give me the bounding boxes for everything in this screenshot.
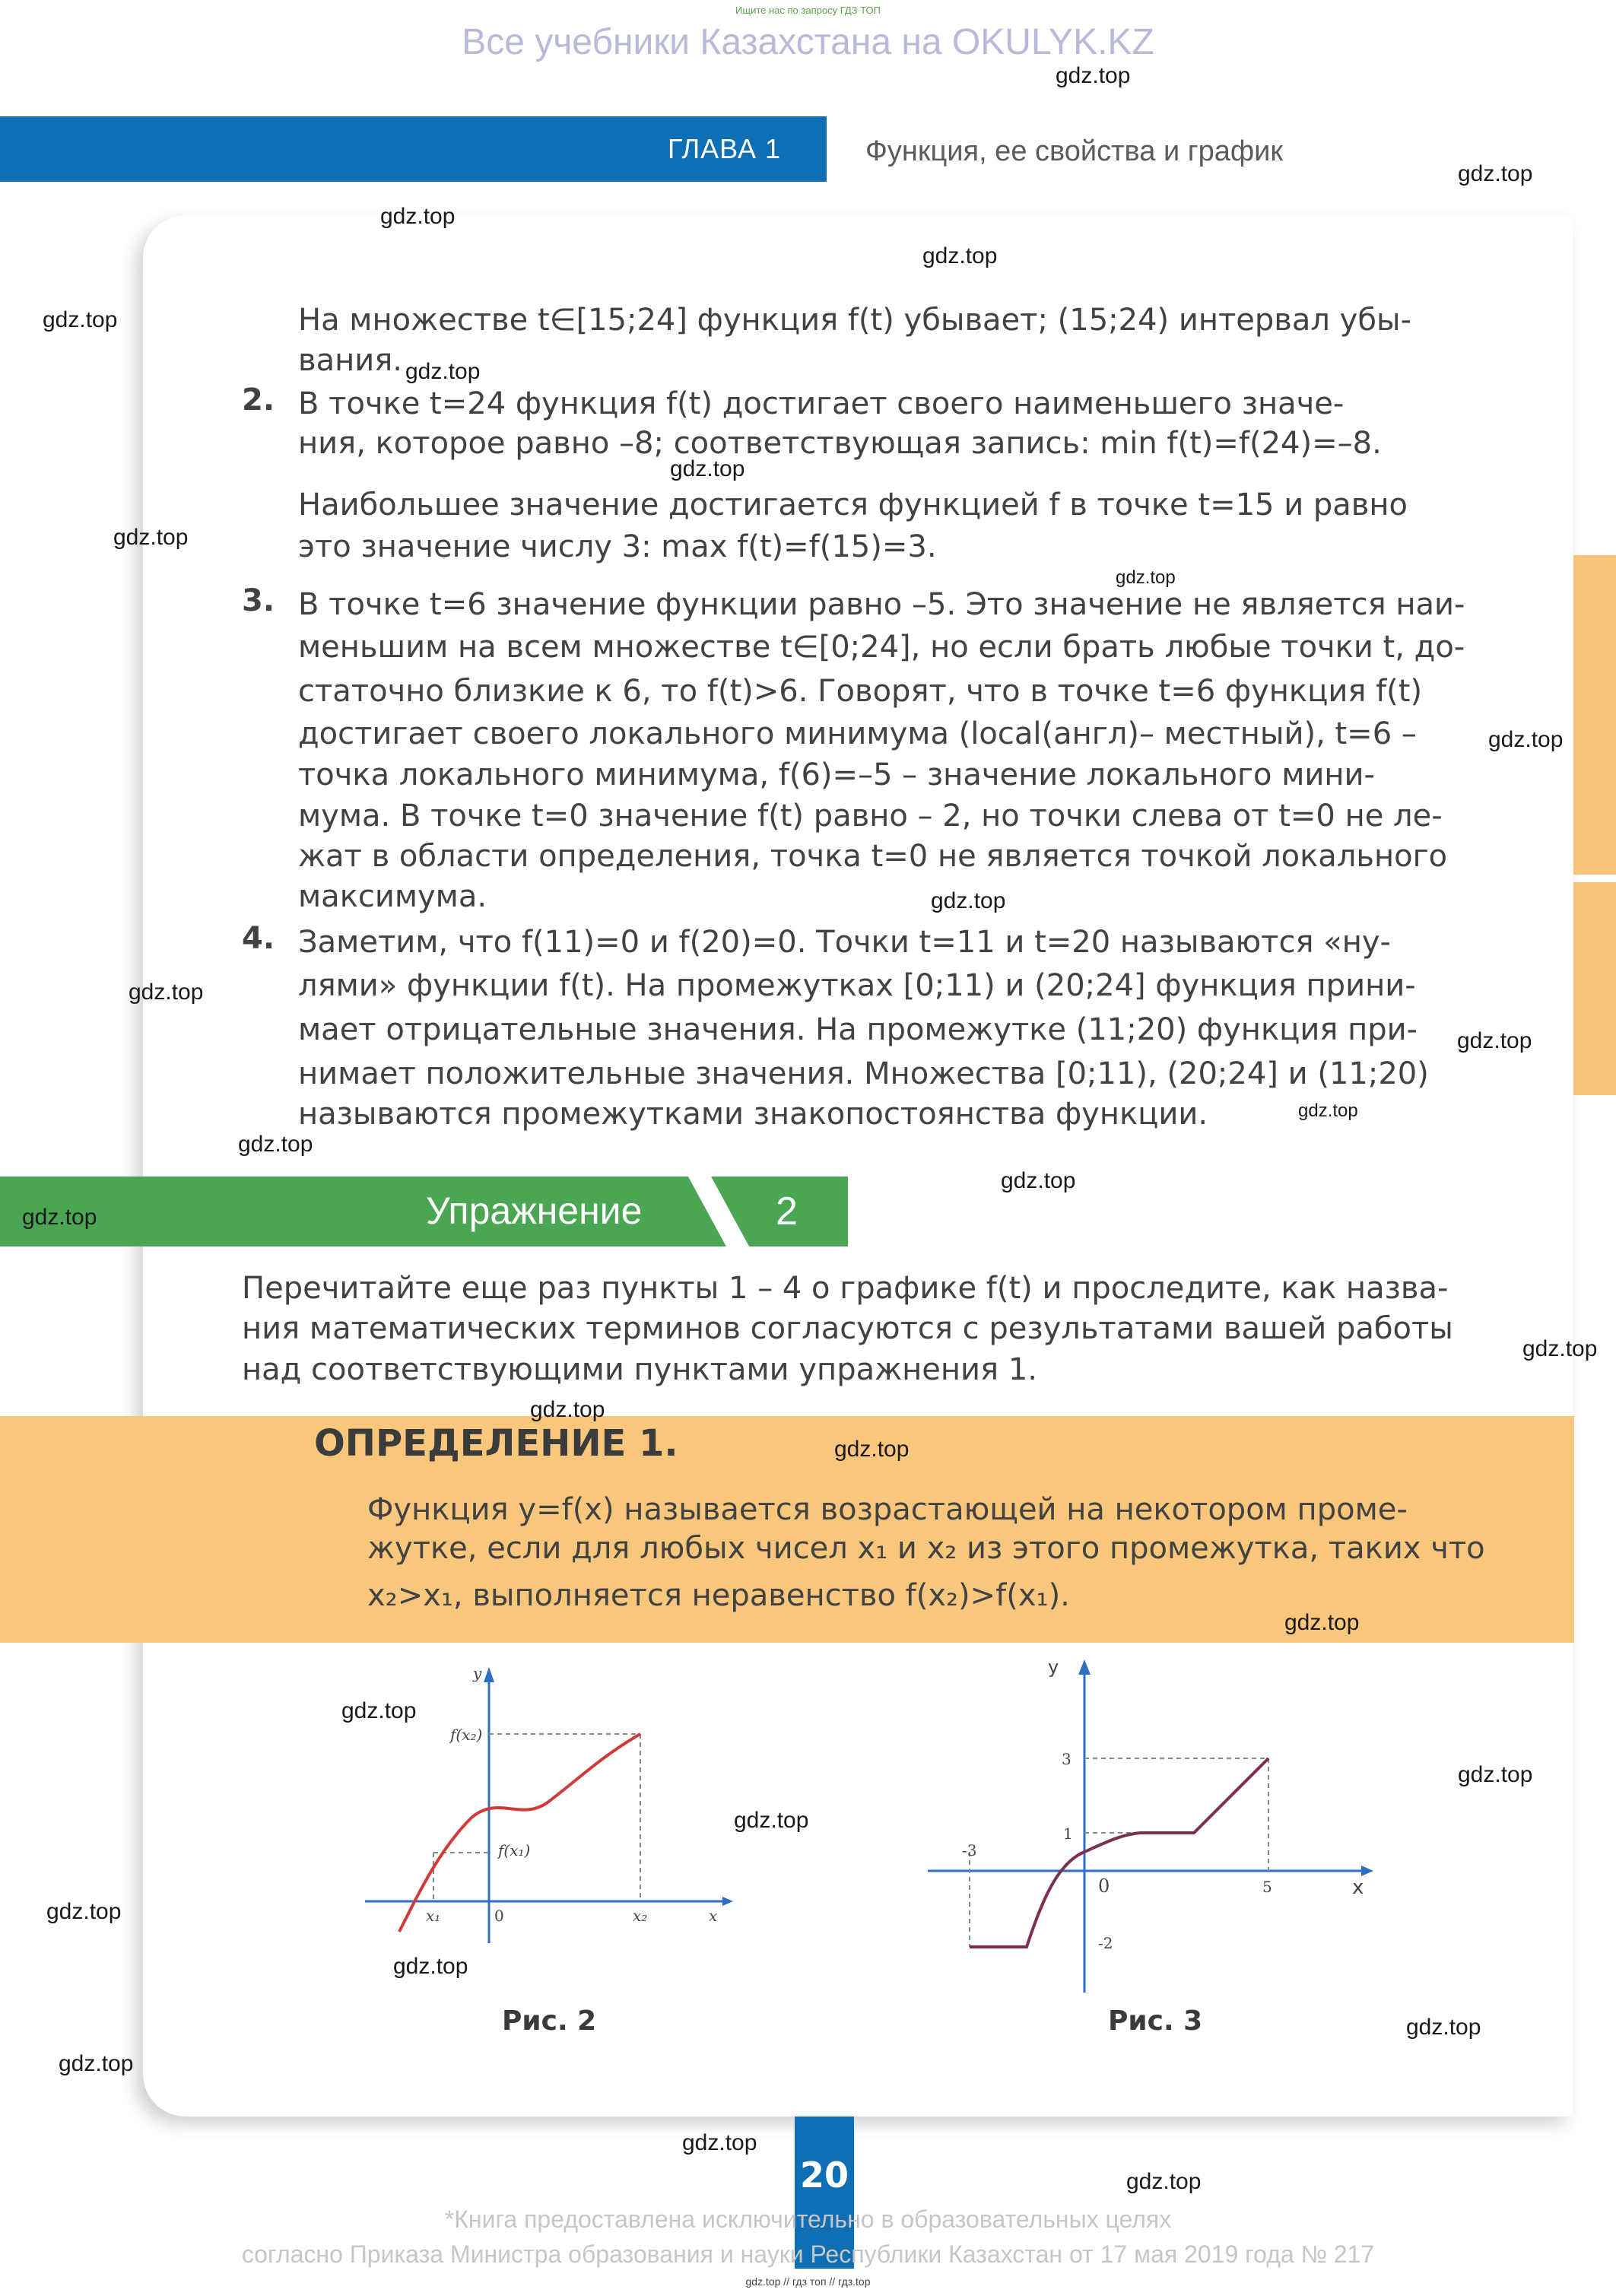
watermark: gdz.top	[1522, 1336, 1598, 1361]
fig2-x-arrow	[722, 1897, 733, 1906]
watermark: gdz.top	[682, 2130, 757, 2155]
figure-2-caption: Рис. 2	[502, 2005, 597, 2037]
side-tab-upper	[1573, 555, 1616, 875]
fig3-label-1: 1	[1063, 1824, 1073, 1843]
watermark: gdz.top	[1488, 727, 1564, 752]
intro-line-1: На множестве t∈[15;24] функция f(t) убывает; (15;24) интервал убы-	[298, 303, 1412, 338]
definition-line-1: Функция y=f(x) называется возрастающей на некотором проме-	[367, 1492, 1408, 1527]
exercise-label: Упражнение	[426, 1189, 643, 1232]
item-2-line-1: В точке t=24 функция f(t) достигает своего наименьшего значе-	[298, 386, 1345, 421]
fig3-x-arrow	[1361, 1866, 1373, 1876]
item-4-number: 4.	[242, 921, 275, 956]
item-2-number: 2.	[242, 383, 275, 418]
footer-line-2: согласно Приказа Министра образования и науки Республики Казахстан от 17 мая 2019 года № 217	[241, 2240, 1375, 2268]
item-3-line-5: точка локального минимума, f(6)=–5 – значение локального мини-	[298, 757, 1375, 792]
watermark: gdz.top	[1116, 567, 1176, 588]
definition-line-2: жутке, если для любых чисел x₁ и x₂ из этого промежутка, таких что	[367, 1531, 1485, 1566]
fig3-label-minus3: -3	[962, 1841, 977, 1859]
exercise-banner-text	[0, 1177, 848, 1246]
fig3-y-arrow	[1078, 1659, 1091, 1675]
chapter-title: Функция, ее свойства и график	[865, 135, 1284, 167]
item-4-line-4: нимает положительные значения. Множества [0;11), (20;24] и (11;20)	[298, 1056, 1429, 1091]
watermark: gdz.top	[46, 1899, 122, 1924]
item-3-line-2: меньшим на всем множестве t∈[0;24], но если брать любые точки t, до-	[298, 630, 1465, 665]
watermark: gdz.top	[113, 525, 189, 550]
fig3-label-minus2: -2	[1098, 1934, 1113, 1952]
watermark: gdz.top	[530, 1397, 605, 1422]
exercise-line-1: Перечитайте еще раз пункты 1 – 4 о графике f(t) и проследите, как назва-	[242, 1271, 1449, 1306]
item-3-line-1: В точке t=6 значение функции равно –5. Это значение не является наи-	[298, 587, 1465, 622]
watermark: gdz.top	[238, 1132, 313, 1157]
fig2-label-fx1: f(x₁)	[498, 1841, 531, 1859]
watermark: gdz.top	[1056, 63, 1131, 88]
watermark: gdz.top	[393, 1954, 468, 1979]
footer-line-3: gdz.top // гдз топ // гдз.top	[745, 2275, 871, 2288]
exercise-line-2: ния математических терминов согласуются с результатами вашей работы	[242, 1311, 1453, 1346]
fig3-curve	[970, 1758, 1268, 1947]
fig3-label-5: 5	[1262, 1878, 1272, 1896]
top-note: Ищите нас по запросу ГДЗ ТОП	[735, 5, 881, 16]
watermark: gdz.top	[1457, 1028, 1532, 1053]
watermark: gdz.top	[380, 204, 456, 229]
side-tab-lower	[1573, 882, 1616, 1095]
exercise-number: 2	[776, 1189, 798, 1234]
chapter-bar	[0, 116, 827, 182]
watermark: gdz.top	[931, 888, 1006, 913]
watermark: gdz.top	[1298, 1100, 1358, 1121]
fig2-label-zero: 0	[494, 1907, 504, 1925]
fig2-label-y: y	[473, 1664, 482, 1682]
watermark: gdz.top	[734, 1808, 809, 1833]
footer-line-1: *Книга предоставлена исключительно в образовательных целях	[444, 2205, 1172, 2233]
fig3-label-3: 3	[1062, 1750, 1072, 1768]
watermark: gdz.top	[1406, 2015, 1481, 2040]
fig3-label-y: y	[1048, 1656, 1059, 1678]
exercise-line-3: над соответствующими пунктами упражнения 1.	[242, 1352, 1037, 1387]
figure-3-caption: Рис. 3	[1108, 2005, 1203, 2037]
item-3-line-4: достигает своего локального минимума (local(англ)– местный), t=6 –	[298, 716, 1417, 751]
page-number: 20	[799, 2155, 849, 2196]
item-3-line-8: максимума.	[298, 879, 487, 914]
chapter-label: ГЛАВА 1	[668, 133, 781, 164]
watermark: gdz.top	[1458, 161, 1533, 186]
watermark: gdz.top	[1126, 2169, 1202, 2194]
fig2-label-fx2: f(x₂)	[450, 1726, 483, 1744]
watermark: gdz.top	[341, 1698, 417, 1723]
item-4-line-2: лями» функции f(t). На промежутках [0;11) и (20;24] функция прини-	[298, 968, 1416, 1003]
watermark: gdz.top	[922, 243, 998, 268]
item-2-line-2: ния, которое равно –8; соответствующая запись: min f(t)=f(24)=–8.	[298, 426, 1382, 461]
item-4-line-1: Заметим, что f(11)=0 и f(20)=0. Точки t=11 и t=20 называются «ну-	[298, 925, 1391, 960]
fig2-label-x1: x₁	[426, 1907, 441, 1925]
watermark: gdz.top	[1284, 1610, 1360, 1635]
watermark: gdz.top	[129, 980, 204, 1005]
item-3-line-6: мума. В точке t=0 значение f(t) равно – 2, но точки слева от t=0 не ле-	[298, 799, 1443, 834]
fig2-y-arrow	[484, 1667, 494, 1682]
fig3-label-x: x	[1352, 1876, 1364, 1899]
fig2-label-x: x	[709, 1907, 718, 1925]
site-title[interactable]: Все учебники Казахстана на OKULYK.KZ	[462, 22, 1154, 62]
item-2-line-4: это значение числу 3: max f(t)=f(15)=3.	[298, 529, 937, 564]
watermark: gdz.top	[405, 359, 481, 384]
item-3-line-7: жат в области определения, точка t=0 не является точкой локального	[298, 839, 1448, 874]
watermark: gdz.top	[1001, 1168, 1076, 1193]
item-4-line-3: мает отрицательные значения. На промежутке (11;20) функция при-	[298, 1012, 1418, 1047]
watermark: gdz.top	[834, 1437, 910, 1462]
fig2-label-x2: x₂	[633, 1907, 648, 1925]
watermark: gdz.top	[59, 2051, 134, 2076]
item-2-line-3: Наибольшее значение достигается функцией f в точке t=15 и равно	[298, 487, 1408, 522]
watermark: gdz.top	[22, 1205, 97, 1230]
item-3-number: 3.	[242, 583, 275, 618]
intro-line-2: вания.	[298, 343, 403, 378]
watermark: gdz.top	[670, 456, 745, 481]
definition-line-3: x₂>x₁, выполняется неравенство f(x₂)>f(x₁).	[367, 1578, 1070, 1613]
fig3-label-zero: 0	[1098, 1875, 1110, 1897]
figure-3-graph	[913, 1650, 1384, 2000]
item-3-line-3: статочно близкие к 6, то f(t)>6. Говорят, что в точке t=6 функция f(t)	[298, 674, 1423, 709]
watermark: gdz.top	[1458, 1762, 1533, 1787]
item-4-line-5: называются промежутками знакопостоянства функции.	[298, 1097, 1208, 1132]
watermark: gdz.top	[43, 307, 118, 332]
definition-title: ОПРЕДЕЛЕНИЕ 1.	[314, 1422, 678, 1465]
